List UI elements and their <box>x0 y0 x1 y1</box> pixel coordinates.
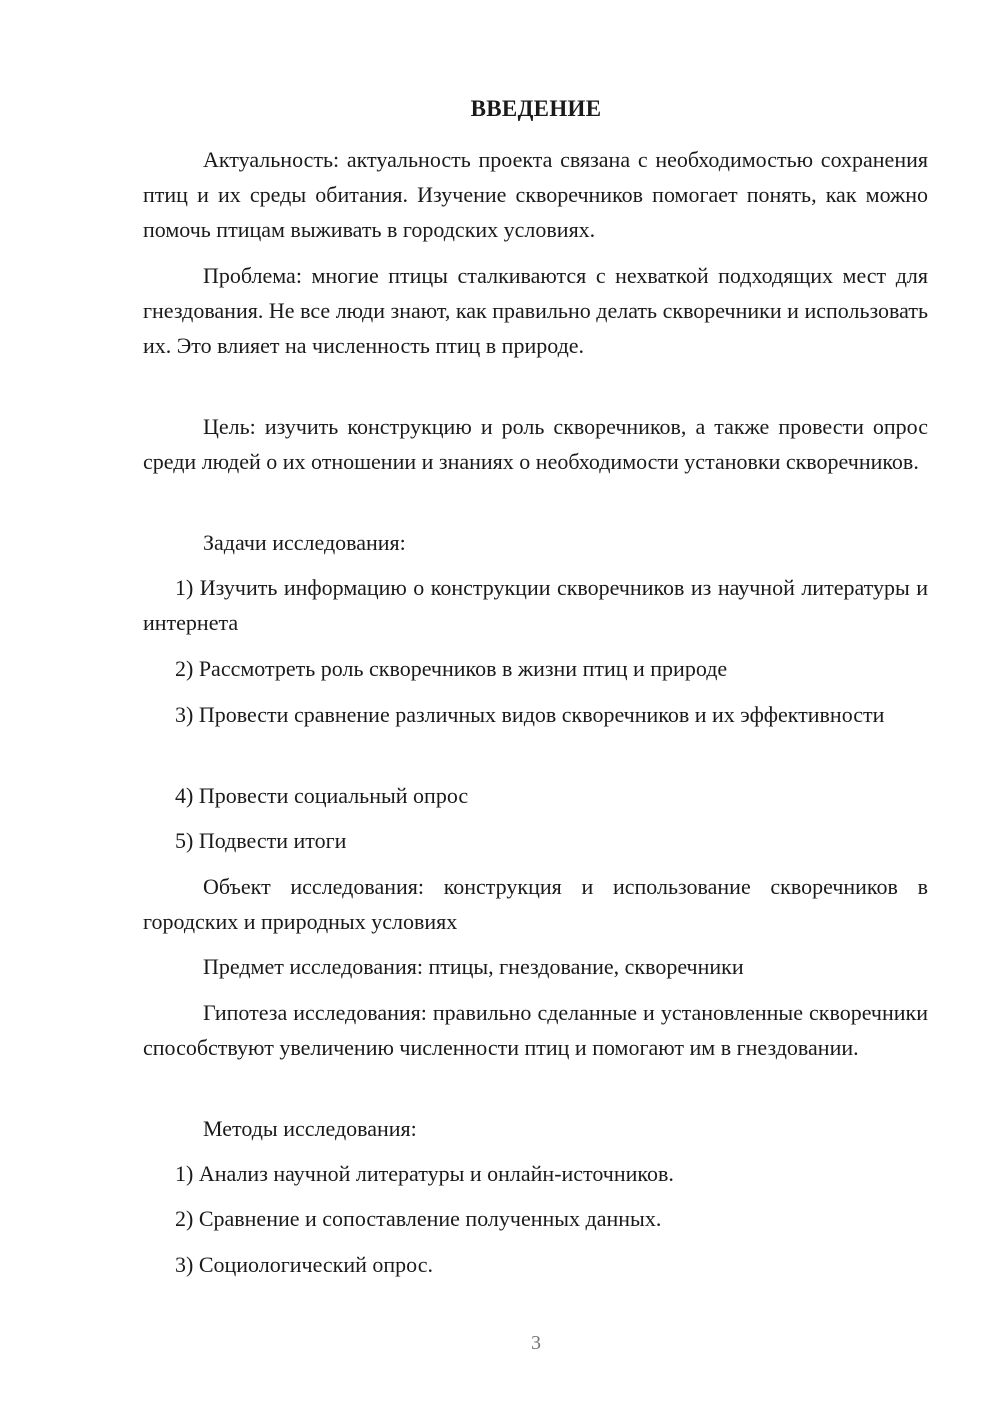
task-item: 4) Провести социальный опрос <box>175 783 469 808</box>
goal-paragraph: Цель: изучить конструкцию и роль скворечников, а также провести опрос среди людей о их отношении и знаниях о необходимости установки скворечников. <box>143 414 928 474</box>
object-paragraph: Объект исследования: конструкция и использование скворечников в городских и природных условиях <box>143 874 928 934</box>
task-item: 3) Провести сравнение различных видов скворечников и их эффективности <box>175 702 885 727</box>
method-item: 1) Анализ научной литературы и онлайн-источников. <box>175 1161 674 1186</box>
problem-paragraph: Проблема: многие птицы сталкиваются с нехваткой подходящих мест для гнездования. Не все люди знают, как правильно делать скворечники и использовать их. Это влияет на численность птиц в природе. <box>143 263 928 358</box>
methods-heading: Методы исследования: <box>203 1116 417 1141</box>
section-title: ВВЕДЕНИЕ <box>470 96 602 121</box>
method-item: 2) Сравнение и сопоставление полученных данных. <box>175 1206 662 1231</box>
tasks-heading: Задачи исследования: <box>203 530 406 555</box>
task-item: 1) Изучить информацию о конструкции скворечников из научной литературы и интернета <box>143 575 928 635</box>
task-item: 2) Рассмотреть роль скворечников в жизни птиц и природе <box>175 656 728 681</box>
method-item: 3) Социологический опрос. <box>175 1252 433 1277</box>
task-item: 5) Подвести итоги <box>175 828 347 853</box>
hypothesis-paragraph: Гипотеза исследования: правильно сделанные и установленные скворечники способствуют увеличению численности птиц и помогают им в гнездовании. <box>143 1000 928 1060</box>
page-number: 3 <box>531 1332 541 1354</box>
relevance-paragraph: Актуальность: актуальность проекта связана с необходимостью сохранения птиц и их среды обитания. Изучение скворечников помогает понять, как можно помочь птицам выживать в городских условиях. <box>143 147 928 242</box>
subject-paragraph: Предмет исследования: птицы, гнездование, скворечники <box>203 954 744 979</box>
